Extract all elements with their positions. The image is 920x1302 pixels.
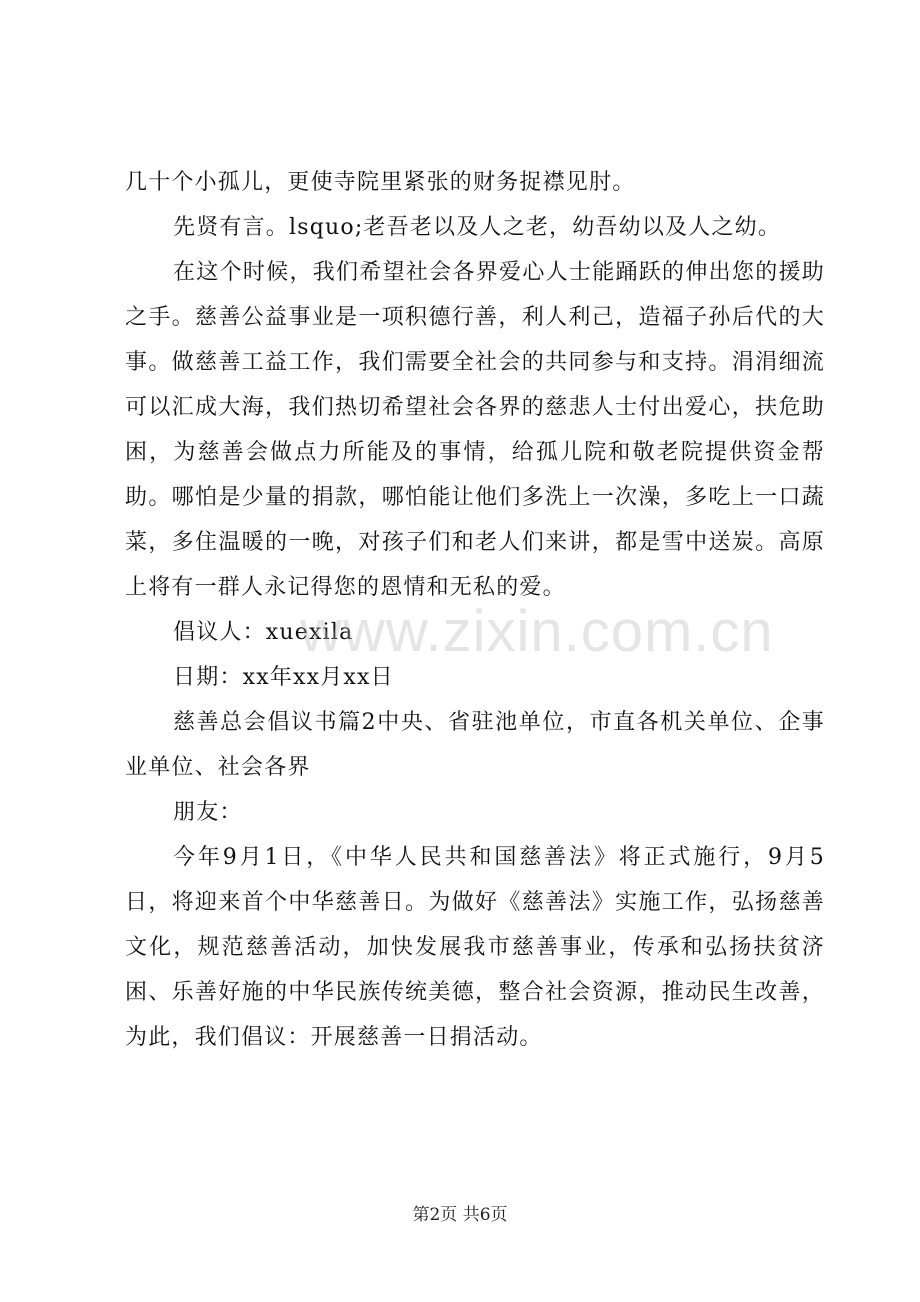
paragraph: 朋友： xyxy=(173,800,243,825)
paragraph: 今年9月1日，《中华人民共和国慈善法》将正式施行，9月5日，将迎来首个中华慈善日。为做好《慈善法》实施工作，弘扬慈善文化，规范慈善活动，加快发展我市慈善事业，传承和弘扬扶贫济困、乐善好施的中华民族传统美德，整合社会资源，推动民生改善，为此，我们倡议：开展慈善一日捐活动。 xyxy=(125,845,825,1050)
document-body xyxy=(125,160,825,1060)
watermark: www.zixin.com.cn xyxy=(300,599,774,664)
paragraph: 几十个小孤儿，更使寺院里紧张的财务捉襟见肘。 xyxy=(125,170,636,195)
page-number-footer: 第2页 共6页 xyxy=(412,1205,508,1225)
paragraph: 在这个时候，我们希望社会各界爱心人士能踊跃的伸出您的援助之手。慈善公益事业是一项积德行善，利人利己，造福子孙后代的大事。做慈善工益工作，我们需要全社会的共同参与和支持。涓涓细流可以汇成大海，我们热切希望社会各界的慈悲人士付出爱心，扶危助困，为慈善会做点力所能及的事情，给孤儿院和敬老院提供资金帮助。哪怕是少量的捐款，哪怕能让他们多洗上一次澡，多吃上一口蔬菜，多住温暖的一晚，对孩子们和老人们来讲，都是雪中送炭。高原上将有一群人永记得您的恩情和无私的爱。 xyxy=(125,260,825,600)
paragraph: 慈善总会倡议书篇2中央、省驻池单位，市直各机关单位、企事业单位、社会各界 xyxy=(125,710,825,780)
paragraph-date: 日期：xx年xx月xx日 xyxy=(173,665,394,690)
paragraph-proposer: 倡议人：xuexila xyxy=(173,620,354,645)
paragraph: 先贤有言。lsquo;老吾老以及人之老，幼吾幼以及人之幼。 xyxy=(173,215,782,240)
